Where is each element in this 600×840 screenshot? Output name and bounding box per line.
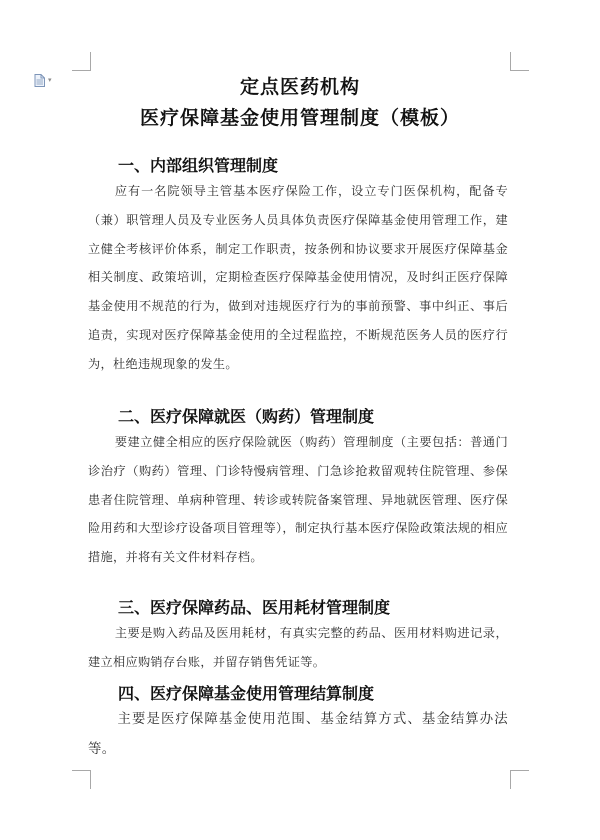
- document-title-line2: 医疗保障基金使用管理制度（模板）: [139, 107, 460, 129]
- section-heading-3: 三、医疗保障药品、医用耗材管理制度: [118, 598, 391, 617]
- section-body-4: 主要是医疗保障基金使用范围、基金结算方式、基金结算办法等。: [88, 712, 508, 757]
- chevron-down-icon: ▾: [48, 76, 52, 84]
- section-body-3: 主要是购入药品及医用耗材，有真实完整的药品、医用材料购进记录，建立相应购销存台账，并留存销售凭证等。: [88, 626, 508, 669]
- margin-corner-top-left: [72, 52, 91, 71]
- section-body-2: 要建立健全相应的医疗保险就医（购药）管理制度（主要包括：普通门诊治疗（购药）管理、门诊特慢病管理、门急诊抢救留观转住院管理、参保患者住院管理、单病种管理、转诊或转院备案管理、异地就医管理、医疗保险用药和大型诊疗设备项目管理等），制定执行基本医疗保险政策法规的相应措施，并将有关文件材料存档。: [88, 435, 508, 565]
- section-heading-2: 二、医疗保障就医（购药）管理制度: [118, 407, 375, 426]
- margin-corner-bottom-right: [510, 770, 529, 789]
- margin-corner-bottom-left: [72, 770, 91, 789]
- section-heading-1: 一、内部组织管理制度: [118, 156, 279, 175]
- section-body-1: 应有一名院领导主管基本医疗保险工作，设立专门医保机构，配备专（兼）职管理人员及专业医务人员具体负责医疗保障基金使用管理工作，建立健全考核评价体系，制定工作职责，按条例和协议要求开展医疗保障基金相关制度、政策培训，定期检查医疗保障基金使用情况，及时纠正医疗保障基金使用不规范的行为，做到对违规医疗行为的事前预警、事中纠正、事后追责，实现对医疗保障基金使用的全过程监控，不断规范医务人员的医疗行为，杜绝违规现象的发生。: [88, 184, 508, 371]
- section-heading-4: 四、医疗保障基金使用管理结算制度: [118, 684, 375, 703]
- document-title-line1: 定点医药机构: [239, 76, 360, 98]
- margin-corner-top-right: [510, 52, 529, 71]
